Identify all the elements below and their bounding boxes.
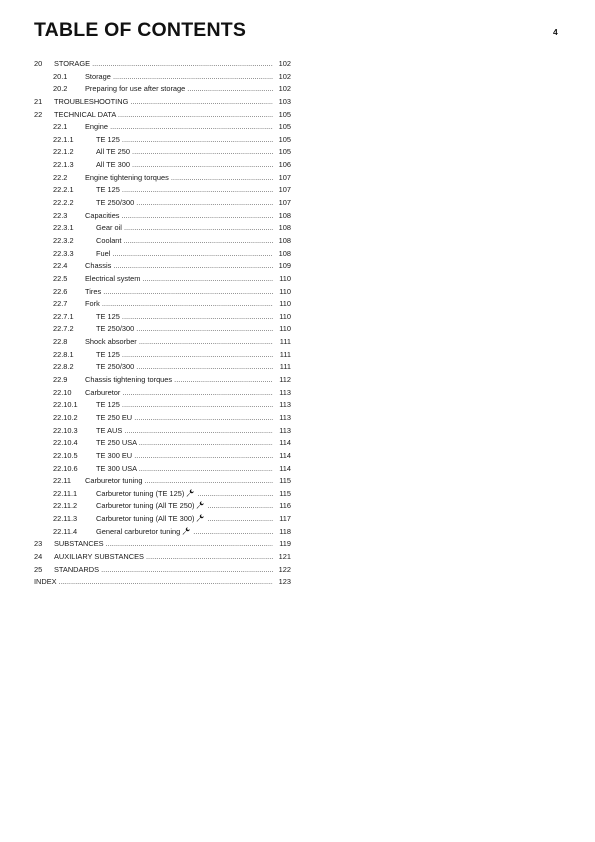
toc-entry-page: 123 <box>277 576 291 589</box>
toc-entry-title: STORAGE <box>54 59 91 68</box>
toc-entry-number: 22.10 <box>53 387 72 397</box>
toc-entry-title: TE 125 <box>96 311 120 321</box>
toc-entry-title: Carburetor tuning <box>85 476 143 486</box>
toc-entry-title-wrap <box>85 387 273 400</box>
toc-entry-title-wrap <box>54 109 273 122</box>
toc-entry-page: 108 <box>277 248 291 261</box>
toc-entry-page: 108 <box>277 222 291 235</box>
toc-entry-title: TE AUS <box>96 425 123 435</box>
toc-entry-title-wrap <box>96 134 273 147</box>
toc-entry-number: 20.2 <box>53 84 68 94</box>
toc-entry-title-wrap <box>96 248 273 261</box>
toc-entry-title-wrap <box>85 336 273 349</box>
toc-entry-title-wrap <box>96 323 273 336</box>
toc-entry-title-wrap <box>85 83 273 96</box>
toc-entry-title-wrap <box>85 374 273 387</box>
toc-entry-number: 22.8.2 <box>53 362 74 372</box>
toc-entry-number: 22.7.1 <box>53 311 74 321</box>
toc-entry-page: 110 <box>277 311 291 324</box>
page-title: TABLE OF CONTENTS <box>34 19 247 41</box>
toc-entry-title-wrap <box>96 412 273 425</box>
toc-entry-page: 108 <box>277 235 291 248</box>
toc-entry-title: AUXILIARY SUBSTANCES <box>54 551 144 561</box>
toc-entry-page: 102 <box>277 71 291 84</box>
toc-entry-title: STANDARDS <box>54 564 100 574</box>
toc-entry-title-wrap <box>85 172 273 185</box>
toc-entry-title-wrap <box>96 399 273 412</box>
toc-entry-page: 118 <box>277 526 291 539</box>
toc-entry-number: 24 <box>34 551 43 561</box>
toc-entry-page: 116 <box>277 500 291 513</box>
toc-entry-number: 22.1.1 <box>53 134 74 144</box>
toc-entry-title: TECHNICAL DATA <box>54 109 116 119</box>
toc-entry-number: 22.8 <box>53 337 68 347</box>
toc-entry[interactable] <box>34 146 291 159</box>
toc-entry-title: TROUBLESHOOTING <box>54 96 129 106</box>
toc-entry-title-wrap <box>96 361 273 374</box>
toc-entry-page: 105 <box>277 146 291 159</box>
toc-entry-number: 22.6 <box>53 286 68 296</box>
toc-entry-title: All TE 300 <box>96 160 130 170</box>
toc-entry-title: Carburetor <box>85 387 121 397</box>
toc-entry-page: 109 <box>277 260 291 273</box>
toc-entry-page: 111 <box>278 349 291 362</box>
toc-entry-title: Shock absorber <box>85 337 137 347</box>
toc-entry-number: 22.2 <box>53 172 68 182</box>
toc-entry-title: TE 250/300 <box>96 324 135 334</box>
toc-entry-title: Carburetor tuning (All TE 250) <box>96 501 195 511</box>
toc-entry-number: 22.3.1 <box>53 223 74 233</box>
toc-entry-title: INDEX <box>34 577 57 587</box>
toc-entry-page: 111 <box>278 336 291 349</box>
toc-entry-title-wrap <box>96 488 273 502</box>
toc-entry-title-wrap <box>96 500 273 514</box>
toc-entry-page: 105 <box>277 134 291 147</box>
toc-entry[interactable] <box>34 488 291 501</box>
toc-entry-title: TE 125 <box>96 400 120 410</box>
toc-entry-page: 105 <box>277 121 291 134</box>
toc-entry-number: 22.11.4 <box>53 526 78 536</box>
toc-entry-title: Storage <box>85 71 111 81</box>
toc-entry-number: 22.7.2 <box>53 324 74 334</box>
toc-entry-title: TE 125 <box>96 185 120 195</box>
toc-entry-page: 113 <box>277 387 291 400</box>
toc-entry-page: 113 <box>277 425 291 438</box>
toc-entry-number: 22.7 <box>53 299 68 309</box>
toc-entry-title-wrap <box>96 222 273 235</box>
toc-entry[interactable] <box>34 235 291 248</box>
toc-entry[interactable] <box>34 399 291 412</box>
toc-entry[interactable] <box>34 463 291 476</box>
toc-entry[interactable] <box>34 450 291 463</box>
toc-entry[interactable] <box>34 83 291 96</box>
toc-entry-title: Chassis tightening torques <box>85 375 173 385</box>
table-of-contents <box>34 58 291 589</box>
toc-entry-title: Capacities <box>85 210 120 220</box>
toc-entry-number: 22.2.2 <box>53 198 74 208</box>
toc-entry-page: 114 <box>277 463 291 476</box>
toc-entry-title: TE 250/300 <box>96 198 135 208</box>
toc-entry[interactable] <box>34 121 291 134</box>
toc-entry-title-wrap <box>85 121 273 134</box>
toc-entry[interactable] <box>34 109 291 122</box>
toc-entry[interactable] <box>34 361 291 374</box>
toc-entry-page: 115 <box>277 488 291 501</box>
toc-entry-page: 103 <box>277 96 291 109</box>
toc-entry-number: 22.3.3 <box>53 248 74 258</box>
toc-entry-number: 22.8.1 <box>53 349 74 359</box>
toc-entry[interactable] <box>34 526 291 539</box>
toc-entry-title: Gear oil <box>96 223 122 233</box>
toc-entry-number: 22.1.2 <box>53 147 74 157</box>
toc-entry-title: SUBSTANCES <box>54 539 104 549</box>
toc-entry-number: 22.3 <box>53 210 68 220</box>
toc-entry[interactable] <box>34 387 291 400</box>
toc-entry-title: TE 250/300 <box>96 362 135 372</box>
toc-entry-number: 20 <box>34 59 43 68</box>
toc-entry[interactable] <box>34 134 291 147</box>
toc-entry-page: 102 <box>277 58 291 71</box>
toc-entry-title-wrap <box>96 311 273 324</box>
toc-entry-title: All TE 250 <box>96 147 130 157</box>
toc-entry[interactable] <box>34 412 291 425</box>
toc-entry-number: 22.10.1 <box>53 400 78 410</box>
toc-entry-title: TE 250 USA <box>96 438 137 448</box>
toc-entry-page: 107 <box>277 184 291 197</box>
toc-entry[interactable] <box>34 323 291 336</box>
toc-entry[interactable] <box>34 184 291 197</box>
toc-entry[interactable] <box>34 349 291 362</box>
toc-entry-title-wrap <box>96 425 273 438</box>
toc-entry-title-wrap <box>85 298 273 311</box>
toc-entry-title: Engine <box>85 122 109 132</box>
toc-entry[interactable] <box>34 273 291 286</box>
toc-entry[interactable] <box>34 71 291 84</box>
toc-entry-page: 117 <box>277 513 291 526</box>
toc-entry-page: 113 <box>277 399 291 412</box>
toc-entry-number: 22.11.2 <box>53 501 78 511</box>
toc-entry-title-wrap <box>54 564 273 577</box>
toc-entry[interactable] <box>34 513 291 526</box>
toc-entry-page: 110 <box>277 286 291 299</box>
toc-entry-number: 23 <box>34 539 43 549</box>
toc-entry-number: 22.11.1 <box>53 488 78 498</box>
toc-entry-title-wrap <box>96 437 273 450</box>
toc-entry-page: 102 <box>277 83 291 96</box>
toc-entry-title-wrap <box>96 526 273 540</box>
toc-entry[interactable] <box>34 260 291 273</box>
toc-entry-number: 22.11 <box>53 476 71 486</box>
toc-entry-number: 22.9 <box>53 375 68 385</box>
toc-entry-title: Coolant <box>96 235 122 245</box>
toc-entry-page: 107 <box>277 197 291 210</box>
toc-entry-title: Carburetor tuning (All TE 300) <box>96 514 195 524</box>
toc-entry[interactable] <box>34 286 291 299</box>
toc-entry[interactable] <box>34 538 291 551</box>
toc-entry-number: 22.10.2 <box>53 412 78 422</box>
toc-entry-number: 20.1 <box>53 71 68 81</box>
toc-entry-page: 106 <box>277 159 291 172</box>
toc-entry-number: 22.2.1 <box>53 185 74 195</box>
toc-entry-title-wrap <box>96 463 273 476</box>
toc-entry-page: 122 <box>277 564 291 577</box>
toc-entry-number: 22.10.6 <box>53 463 78 473</box>
toc-entry-title: Fork <box>85 299 100 309</box>
toc-entry-page: 114 <box>277 437 291 450</box>
toc-entry[interactable] <box>34 564 291 577</box>
toc-entry-number: 22.11.3 <box>53 514 78 524</box>
toc-entry-title-wrap <box>96 513 273 527</box>
toc-entry-page: 105 <box>277 109 291 122</box>
toc-entry-number: 22.10.4 <box>53 438 78 448</box>
toc-entry-page: 111 <box>278 361 291 374</box>
toc-entry-page: 112 <box>277 374 291 387</box>
toc-entry[interactable] <box>34 58 291 71</box>
toc-entry-number: 22.10.3 <box>53 425 78 435</box>
toc-entry-title: Engine tightening torques <box>85 172 169 182</box>
toc-entry[interactable] <box>34 159 291 172</box>
toc-entry-title-wrap <box>85 273 273 286</box>
toc-entry-number: 22.1.3 <box>53 160 74 170</box>
toc-entry[interactable] <box>34 336 291 349</box>
toc-entry-page: 121 <box>277 551 291 564</box>
toc-entry[interactable] <box>34 551 291 564</box>
toc-entry-title: General carburetor tuning <box>96 526 181 536</box>
toc-entry-title: TE 300 EU <box>96 450 133 460</box>
toc-entry-page: 107 <box>277 172 291 185</box>
toc-entry-number: 22 <box>34 109 43 119</box>
page-number: 4 <box>553 27 558 37</box>
toc-entry[interactable] <box>34 248 291 261</box>
toc-entry-page: 113 <box>277 412 291 425</box>
toc-entry-title-wrap <box>96 197 273 210</box>
toc-entry-title-wrap <box>85 210 273 223</box>
toc-entry-title-wrap <box>34 576 273 589</box>
toc-entry[interactable] <box>34 96 291 109</box>
toc-entry-title: TE 250 EU <box>96 412 133 422</box>
toc-entry-title: Chassis <box>85 261 112 271</box>
toc-entry-title-wrap <box>54 551 273 564</box>
toc-entry-page: 110 <box>277 273 291 286</box>
toc-entry-title-wrap <box>54 96 273 109</box>
toc-entry-title: TE 125 <box>96 349 120 359</box>
toc-entry[interactable] <box>34 425 291 438</box>
toc-entry-title-wrap <box>85 260 273 273</box>
toc-entry[interactable] <box>34 197 291 210</box>
toc-entry-number: 25 <box>34 564 43 574</box>
toc-entry-title-wrap <box>96 159 273 172</box>
toc-entry-page: 114 <box>277 450 291 463</box>
toc-entry-title-wrap <box>85 475 273 488</box>
toc-entry-title-wrap <box>54 538 273 551</box>
toc-entry-page: 110 <box>277 323 291 336</box>
toc-entry-page: 119 <box>277 538 291 551</box>
toc-entry-title-wrap <box>85 286 273 299</box>
toc-entry[interactable] <box>34 500 291 513</box>
toc-entry-number: 21 <box>34 96 43 106</box>
toc-entry-title-wrap <box>54 58 273 71</box>
toc-entry-number: 22.5 <box>53 273 68 283</box>
toc-entry[interactable] <box>34 210 291 223</box>
toc-entry[interactable] <box>34 437 291 450</box>
toc-entry[interactable] <box>34 298 291 311</box>
toc-entry-number: 22.1 <box>53 122 68 132</box>
toc-entry[interactable] <box>34 576 291 589</box>
toc-entry[interactable] <box>34 172 291 185</box>
toc-entry-page: 108 <box>277 210 291 223</box>
toc-entry-number: 22.3.2 <box>53 235 74 245</box>
toc-entry-page: 115 <box>277 475 291 488</box>
toc-entry[interactable] <box>34 222 291 235</box>
toc-entry-title: TE 125 <box>96 134 120 144</box>
toc-entry-title: Preparing for use after storage <box>85 84 186 94</box>
toc-entry-title-wrap <box>96 184 273 197</box>
toc-entry-number: 22.10.5 <box>53 450 78 460</box>
toc-entry[interactable] <box>34 475 291 488</box>
toc-entry-title: Tires <box>85 286 102 296</box>
toc-entry-title-wrap <box>96 235 273 248</box>
toc-entry-title: Fuel <box>96 248 111 258</box>
toc-entry-title-wrap <box>96 450 273 463</box>
toc-entry-page: 110 <box>277 298 291 311</box>
toc-entry-title-wrap <box>96 146 273 159</box>
toc-entry-title-wrap <box>96 349 273 362</box>
toc-entry-number: 22.4 <box>53 261 68 271</box>
toc-entry-title: Electrical system <box>85 273 141 283</box>
toc-entry-title-wrap <box>85 71 273 84</box>
toc-entry-title: Carburetor tuning (TE 125) <box>96 488 185 498</box>
toc-entry[interactable] <box>34 374 291 387</box>
toc-entry[interactable] <box>34 311 291 324</box>
toc-entry-title: TE 300 USA <box>96 463 137 473</box>
